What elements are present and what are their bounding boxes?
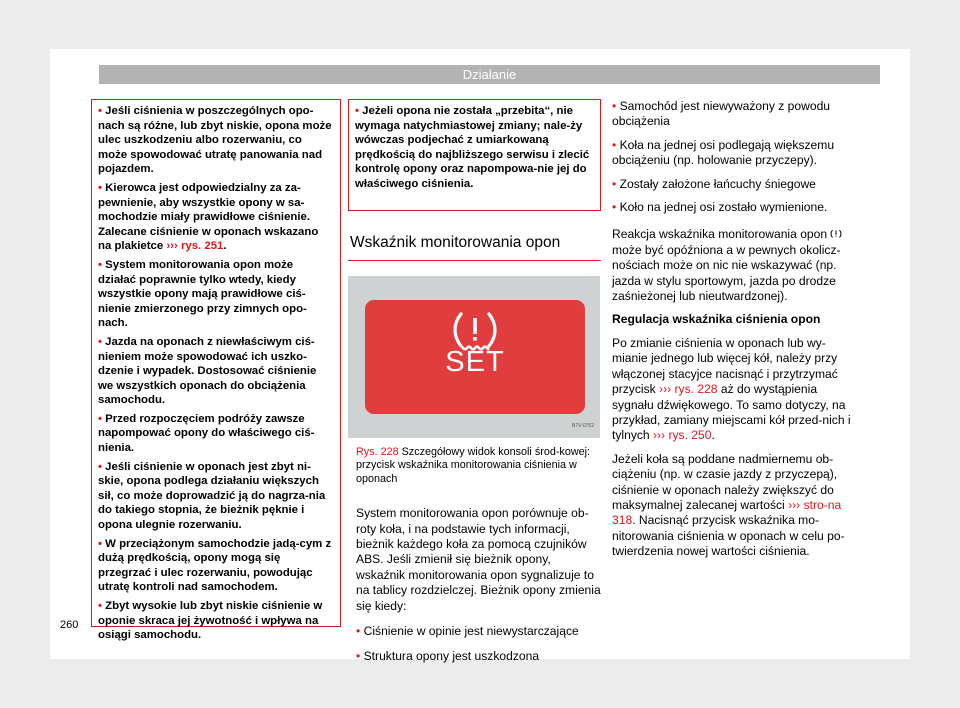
column-1 <box>91 99 341 642</box>
bullet-icon: • <box>98 181 102 194</box>
paragraph-reaction: Reakcja wskaźnika monitorowania opon może być opóźniona a w pewnych okolicz-nościach może on nic nie wskazywać (np. jazda w stylu sportowym, jazda po drodze zaśnieżonej lub nieutwardzonej). <box>612 227 841 304</box>
warning-item: • Kierowca jest odpowiedzialny za za-pewnienie, aby wszystkie opony w sa-mochodzie miały prawidłowe ciśnienie. Zalecane ciśnienie w oponach wskazano na plakietce ››› rys. 251. <box>98 181 319 253</box>
body-paragraph: System monitorowania opon porównuje ob-roty koła, i na podstawie tych informacji, bieżnik każdego koła za pomocą czujników ABS. Jeśli zmienił się bieżnik opony, wskaźnik monitorowania opon sygnalizuje to na tablicy rozdzielczej. Bieżnik opony zmienia się kiedy: <box>356 506 601 613</box>
bullet-icon: • <box>356 649 361 664</box>
warning-item: • Zbyt wysokie lub zbyt niskie ciśnienie w oponie skraca jej żywotność i wpływa na osiągi samochodu. <box>98 600 323 642</box>
subheading: Regulacja wskaźnika ciśnienia opon <box>612 312 821 327</box>
list-item: • Samochód jest niewyważony z powodu obciążenia <box>612 99 831 129</box>
warning-item: • W przeciążonym samochodzie jadą-cym z dużą prędkością, opony mogą się przegrzać i ulec rozerwaniu, powodując utratę kontroli nad samochodem. <box>98 537 332 594</box>
paragraph-reset: Po zmianie ciśnienia w oponach lub wy-mianie jednego lub więcej kół, należy przy włączonej stacyjce nacisnąć i przytrzymać przycisk ››› rys. 228 aż do wystąpienia sygnału dźwiękowego. To samo dotyczy, na przykład, zamiany miejscami kół przed-nich i tylnych ››› rys. 250. <box>612 335 851 443</box>
warning-item: • Jeżeli opona nie została „przebita“, nie wymaga natychmiastowej zmiany; nale-ży wówczas podjechać z umiarkowaną prędkością do najbliższego serwisu i zlecić kontrolę opony oraz napompowa-nie jej do właściwego ciśnienia. <box>355 105 590 190</box>
figure-228 <box>348 276 600 438</box>
warning-item: • Przed rozpoczęciem podróży zawsze napompować opony do właściwego ciś-nienia. <box>98 412 315 455</box>
bullet-icon: • <box>612 176 617 191</box>
list-item: • Koła na jednej osi podlegają większemu obciążeniu (np. holowanie przyczepy). <box>612 137 835 168</box>
bullet-icon: • <box>355 105 359 117</box>
bullet-icon: • <box>98 460 102 473</box>
figure-link[interactable]: rys. 250 <box>668 428 712 443</box>
cross-ref-arrow: ››› <box>166 240 178 253</box>
warning-item: • Jeśli ciśnienie w oponach jest zbyt ni-skie, opona podlega działaniu większych sił, co może doprowadzić ją do nagrza-nia do takiego stopnia, że bieżnik pęknie i opona ulegnie rozerwaniu. <box>98 460 326 532</box>
warning-item: • Jeśli ciśnienia w poszczególnych opo-nach są różne, lub zbyt niskie, opona może ulec uszkodzeniu albo rozerwaniu, co może spowodować utratę panowania nad pojazdem. <box>98 105 332 176</box>
bullet-icon: • <box>612 99 617 113</box>
bullet-icon: • <box>356 624 361 639</box>
figure-code: B7V-0762 <box>572 423 594 430</box>
figure-link[interactable]: rys. 228 <box>674 382 718 397</box>
bullet-icon: • <box>98 335 102 348</box>
page-number: 260 <box>60 619 79 631</box>
cross-ref-arrow: ››› <box>653 428 666 443</box>
warning-box <box>91 99 341 642</box>
bullet-icon: • <box>98 412 102 425</box>
figure-link[interactable]: rys. 251 <box>180 240 224 253</box>
bullet-icon: • <box>98 600 102 612</box>
warning-item: • System monitorowania opon może działać poprawnie tylko wtedy, kiedy wszystkie opony mają prawidłowe ciś-nienie zmierzonego przy zimnych opo-nach. <box>98 258 307 330</box>
list-item: • Struktura opony jest uszkodzona <box>356 649 540 664</box>
paragraph-load: Jeżeli koła są poddane nadmiernemu ob-ciążeniu (np. w czasie jazdy z przyczepą), ciśnienie w oponach należy zwiększyć do maksymalnej zalecanej wartości ››› stro-na 318. Nacisnąć przycisk wskaźnika mo-nitorowania ciśnienia w oponach w celu po-twierdzenia nowej wartości ciśnienia. <box>612 451 845 559</box>
bullet-icon: • <box>612 137 617 152</box>
section-title: Wskaźnik monitorowania opon <box>348 233 601 261</box>
cross-ref-arrow: ››› <box>788 497 801 512</box>
bullet-icon: • <box>98 258 102 271</box>
tpms-warning-icon <box>830 229 842 239</box>
cross-ref-arrow: ››› <box>659 382 672 397</box>
list-item: • Koło na jednej osi zostało wymienione. <box>612 200 828 215</box>
warning-item: • Jazda na oponach z niewłaściwym ciś-nieniem może spowodować ich uszko-dzenie i wypadek. Dostosować ciśnienie we wszystkich oponach do obciążenia samochodu. <box>98 335 317 407</box>
bullet-icon: • <box>98 105 102 117</box>
warning-box-continued <box>348 99 601 211</box>
figure-caption: Rys. 228 Szczegółowy widok konsoli środ-kowej: przycisk wskaźnika monitorowania ciśnienia w oponach <box>356 446 591 485</box>
bullet-icon: • <box>612 200 617 215</box>
page-link[interactable]: stro-na 318 <box>612 497 842 528</box>
button-label: SET <box>445 346 505 378</box>
list-item: • Zostały założone łańcuchy śniegowe <box>612 176 816 191</box>
page-header: Działanie <box>99 65 880 84</box>
bullet-list <box>348 624 601 665</box>
column-2 <box>348 99 601 675</box>
tpms-set-button <box>365 300 585 414</box>
column-3 <box>612 99 858 568</box>
manual-page <box>50 49 910 664</box>
list-item: • Ciśnienie w opinie jest niewystarczające <box>356 624 579 639</box>
bullet-icon: • <box>98 537 102 550</box>
